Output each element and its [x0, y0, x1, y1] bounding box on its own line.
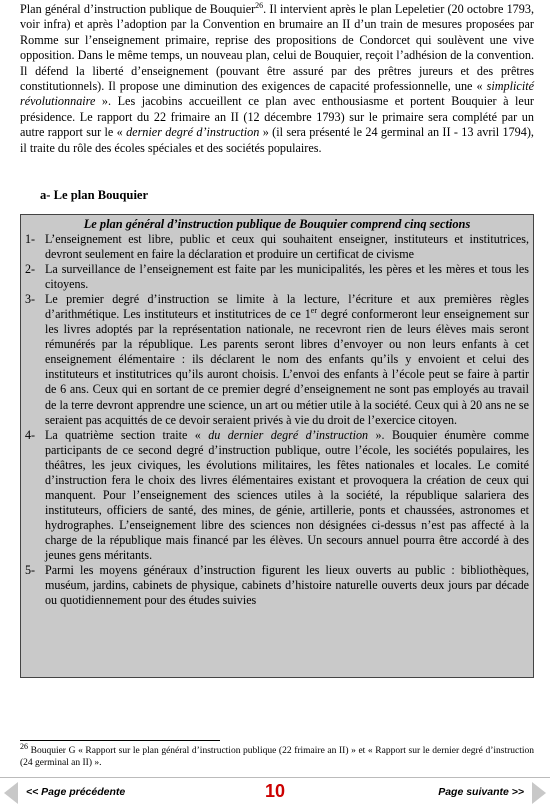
item-number: 2- — [25, 262, 36, 277]
item-text — [45, 428, 529, 563]
next-page-link[interactable]: Page suivante >> — [438, 786, 524, 798]
item-text-part: degré conformeront leur enseignement sur les livres adoptés par la représentation nationale, ne recevront rien de leurs élèves mais seront rémunérés par la république. Les parents seront libres d’envoyer ou non leurs enfants à cet enseignement élémentaire : ils déclarent le nom des enfants qu’ils y envoient et celui des instituteurs et institutrices qu’ils auront choisis. L’envoi des enfants à l’école peut se faire à partir de 6 ans. Ceux qui en sortant de ce premier degré d’enseignement ne sont pas employés au travail de la terre devront apprendre une science, un art ou métier utile à la société. Ceux qui à 20 ans ne se seraient pas acquittés de ce devoir seraient privés à vie du droit de l’exercice citoyen. — [45, 307, 529, 427]
intro-text: » (il sera présenté le 24 germinal an II - 13 avril 1794), il traite du rôle des écoles spéciales et des sociétés populaires. — [20, 125, 534, 155]
footnote — [20, 741, 534, 769]
intro-paragraph — [20, 2, 534, 156]
list-item — [25, 563, 529, 608]
footnote-separator — [20, 740, 220, 741]
item-number: 3- — [25, 292, 36, 307]
ordinal-superscript: er — [310, 306, 317, 316]
item-number: 5- — [25, 563, 36, 578]
item-emphasis: du dernier degré d’instruction — [208, 427, 369, 442]
page-footer — [0, 777, 550, 806]
footnote-number: 26 — [20, 741, 28, 751]
section-heading: a- Le plan Bouquier — [40, 188, 149, 202]
previous-page-link[interactable]: << Page précédente — [26, 786, 126, 798]
arrow-right-icon[interactable] — [532, 782, 546, 804]
box-title: Le plan général d’instruction publique de Bouquier comprend cinq sections — [83, 217, 471, 231]
item-text: La surveillance de l’enseignement est faite par les municipalités, les pères et les mères et tous les citoyens. — [45, 262, 529, 292]
page-number: 10 — [264, 781, 286, 801]
intro-emphasis: dernier degré d’instruction — [126, 125, 260, 140]
item-number: 4- — [25, 427, 36, 442]
intro-text: Plan général d’instruction publique de Bouquier — [20, 2, 256, 16]
item-text: Parmi les moyens généraux d’instruction figurent les lieux ouverts au public : bibliothèques, muséum, jardins, cabinets de physique, cabinets d’histoire naturelle ouverts deux jours par décade ou quotidiennement pour des études suivies — [45, 563, 529, 608]
list-item — [25, 232, 529, 262]
footnote-text: Bouquier G « Rapport sur le plan général d’instruction publique (22 frimaire an II) » et « Rapport sur le dernier degré d’instruction (24 germinal an II) ». — [20, 746, 534, 768]
list-item — [25, 292, 529, 427]
item-text — [45, 292, 529, 427]
item-text-part: ». Bouquier énumère comme participants de ce second degré d’instruction publique, outre l’école, les sociétés populaires, les théâtres, les jeux civiques, les évolutions militaires, les fêtes nationales et locales. Le comité d’instruction fera le choix des livres élémentaires existant et provoquera la création de ceux qui manquent. Pour l’enseignement des sciences utiles à la société, la république salariera des instituteurs, officiers de santé, des mines, de génie, artillerie, ponts et chaussées, astronomes et hydrographes. L’enseignement libre des sciences non désignées ci-dessus n’est pas affecté à la charge de la république mais financé par les élèves. Un secours annuel pourra être accordé à des jeunes gens méritants. — [45, 427, 529, 562]
intro-text: ». Les jacobins accueillent ce plan avec enthousiasme et portent Bouquier à leur présidence. Le rapport du 22 frimaire an II (12 décembre 1793) sur le primaire sera complété par un autre rapport sur le « — [20, 94, 534, 140]
footnote-ref[interactable]: 26 — [255, 0, 264, 10]
list-item — [25, 262, 529, 292]
intro-emphasis: simplicité révolutionnaire — [20, 79, 534, 109]
item-text-part: Le premier degré d’instruction se limite à la lecture, l’écriture et aux premières règles d’arithmétique. Les instituteurs et institutrices de ce 1 — [45, 292, 529, 322]
intro-text: . Il intervient après le plan Lepeletier (20 octobre 1793, voir infra) et après l’adoption par la Convention en brumaire an II d’un train de mesures proposées par Romme sur l’enseignement primaire, reprise des propositions de Condorcet qui soulèvent une vive opposition. Dans le même temps, un nouveau plan, celui de Bouquier, reçoit l’adhésion de la convention. Il défend la liberté d’enseignement (pouvant être assuré par des prêtres jureurs et des prêtres constitutionnels). Il propose une diminution des exigences de capacité professionnelle, une « — [20, 2, 534, 94]
summary-box — [20, 214, 534, 678]
item-text-part: La quatrième section traite « — [45, 427, 209, 442]
item-text: L’enseignement est libre, public et ceux qui souhaitent enseigner, instituteurs et institutrices, devront seulement en faire la déclaration et produire un certificat de civisme — [45, 232, 529, 262]
item-number: 1- — [25, 232, 36, 246]
list-item — [25, 428, 529, 563]
